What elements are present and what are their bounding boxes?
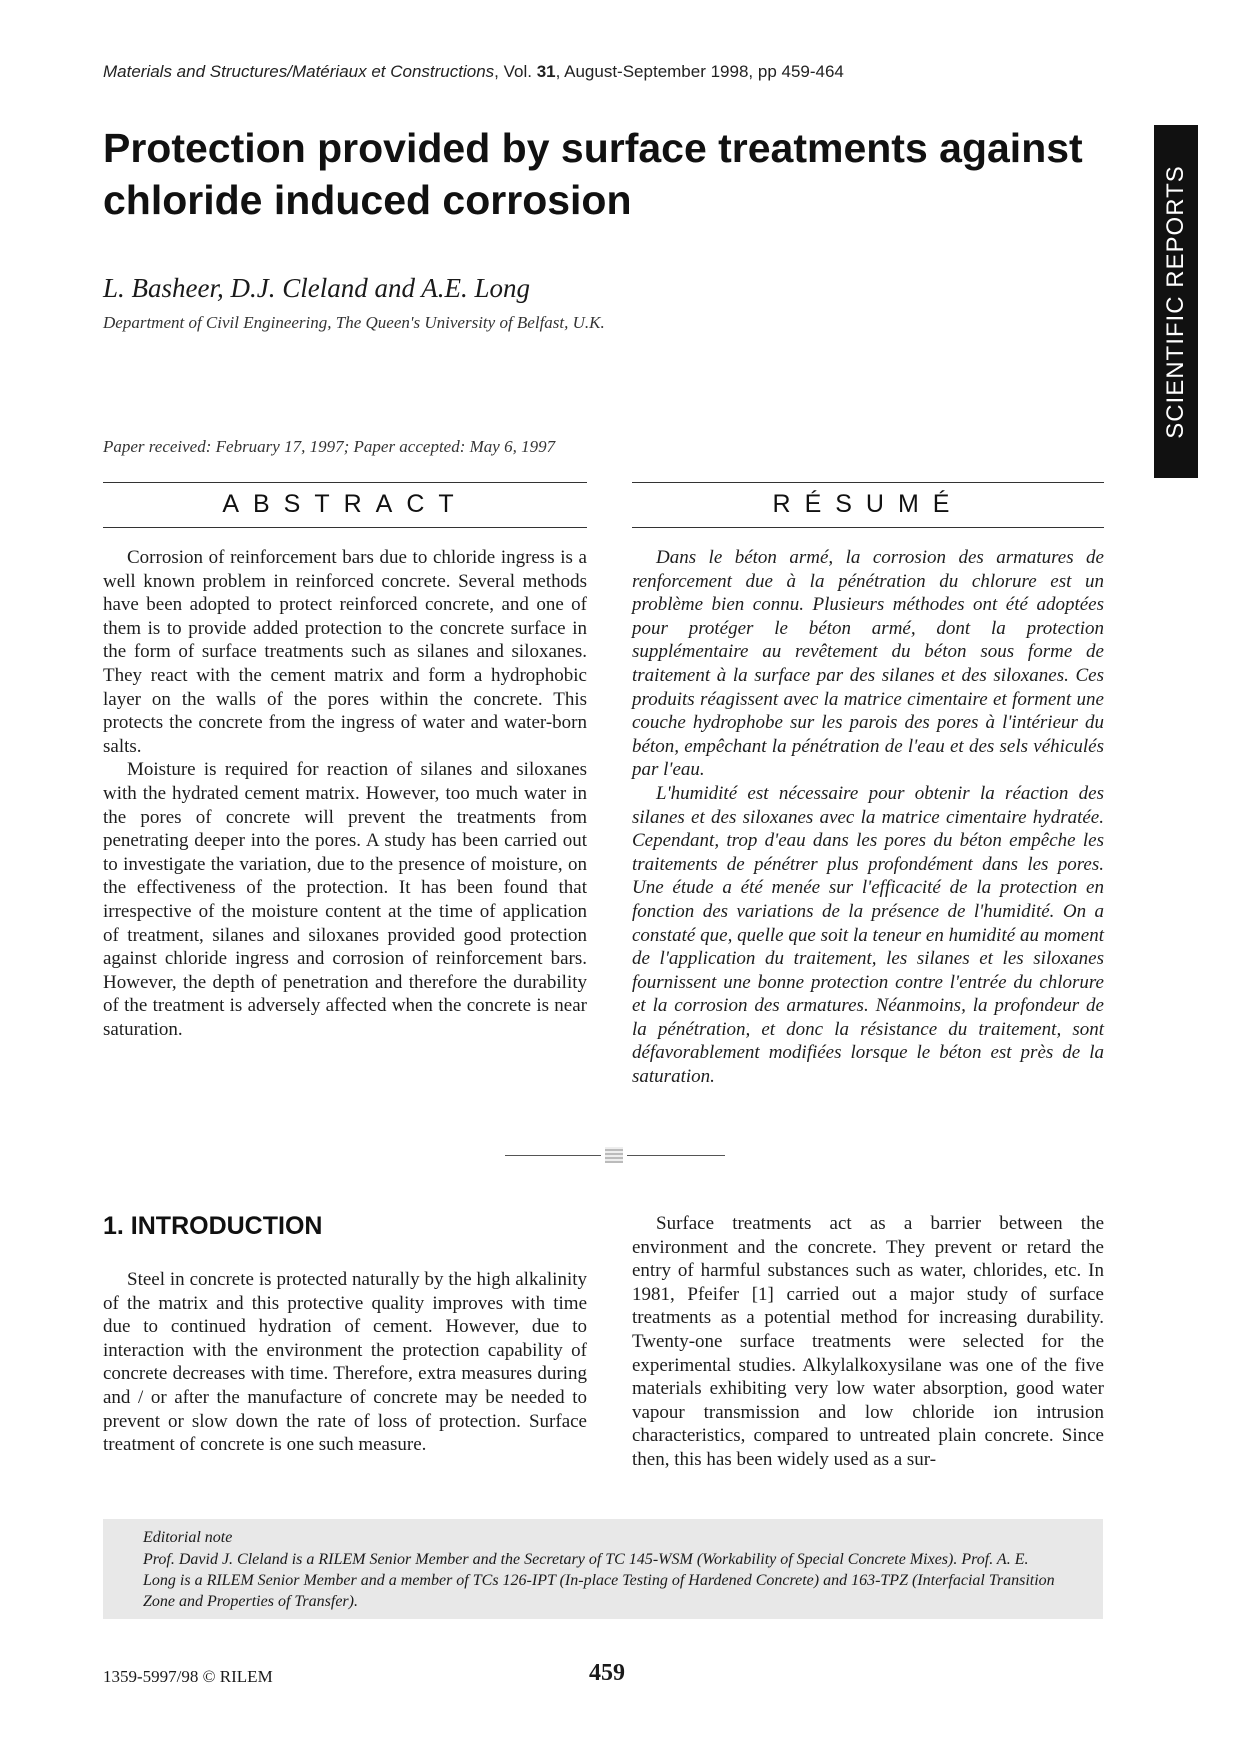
introduction-paragraph-1: Steel in concrete is protected naturally by the high alkalinity of the matrix and this protective quality improves with time due to continued hydration of cement. However, due to interaction with the environment the protection capability of concrete decreases with time. Therefore, extra measures during and / or after the manufacture of concrete may be needed to prevent or slow down the rate of loss of protection. Surface treatment of concrete is one such measure.: [103, 1269, 587, 1456]
resume-paragraph-1: Dans le béton armé, la corrosion des armatures de renforcement due à la pénétration du chlorure est un problème bien connu. Plusieurs méthodes ont été adoptées pour protéger le béton armé, dont la protection supplémentaire au revêtement du béton sous forme de traitement à la surface par des silanes et des siloxanes. Ces produits réagissent avec la matrice cimentaire et forment une couche hydrophobe sur les parois des pores à l'intérieur du béton, empêchant la pénétration de l'eau et des sels véhiculés par l'eau.: [632, 547, 1104, 781]
section-side-tab: [1154, 125, 1198, 478]
abstract-heading: ABSTRACT: [222, 490, 468, 518]
editorial-note-title: Editorial note: [143, 1529, 233, 1546]
paper-title: [103, 122, 1103, 226]
resume-heading: RÉSUMÉ: [772, 490, 964, 518]
volume-number: 31: [536, 62, 556, 81]
issue-pages: , August-September 1998, pp 459-464: [555, 62, 844, 81]
editorial-note-text: Prof. David J. Cleland is a RILEM Senior Member and the Secretary of TC 145-WSM (Workability of Special Concrete Mixes). Prof. A. E. Long is a RILEM Senior Member and a member of TCs 126-IPT (In-place Testing of Hardened Concrete) and 163-TPZ (Interfacial Transition Zone and Properties of Transfer).: [143, 1551, 1055, 1610]
editorial-note: [103, 1519, 1103, 1619]
page-number: 459: [589, 1660, 625, 1686]
affiliation: Department of Civil Engineering, The Queen's University of Belfast, U.K.: [103, 313, 605, 332]
resume-body: [632, 546, 1104, 1089]
authors: L. Basheer, D.J. Cleland and A.E. Long: [103, 273, 530, 303]
resume-rule-top: [632, 482, 1104, 483]
resume-rule-bottom: [632, 527, 1104, 528]
introduction-heading: 1. INTRODUCTION: [103, 1212, 323, 1240]
side-tab-label: SCIENTIFIC REPORTS: [1162, 164, 1189, 439]
volume-prefix: , Vol.: [494, 62, 537, 81]
title-line-1: Protection provided by surface treatments against: [103, 125, 1083, 171]
abstract-body: [103, 546, 587, 1041]
abstract-paragraph-2: Moisture is required for reaction of silanes and siloxanes with the hydrated cement matrix. However, too much water in the pores of concrete will prevent the treatments from penetrating deeper into the pores. A study has been carried out to investigate the variation, due to the presence of moisture, on the effectiveness of the protection. It has been found that irrespective of the moisture content at the time of application of treatment, silanes and siloxanes provided good protection against chloride ingress and corrosion of reinforcement bars. However, the depth of penetration and therefore the durability of the treatment is adversely affected when the concrete is near saturation.: [103, 759, 587, 1040]
section-divider-ornament: [505, 1147, 725, 1163]
issn-code: 1359-5997/98 © RILEM: [103, 1667, 273, 1686]
title-line-2: chloride induced corrosion: [103, 177, 632, 223]
journal-name: Materials and Structures/Matériaux et Constructions: [103, 62, 495, 81]
abstract-rule-top: [103, 482, 587, 483]
journal-header: [103, 62, 1063, 82]
introduction-column-left: [103, 1268, 587, 1457]
received-dates: Paper received: February 17, 1997; Paper accepted: May 6, 1997: [103, 437, 556, 456]
abstract-rule-bottom: [103, 527, 587, 528]
abstract-paragraph-1: Corrosion of reinforcement bars due to chloride ingress is a well known problem in reinforced concrete. Several methods have been adopted to protect reinforced concrete, and one of them is to provide added protection to the concrete surface in the form of surface treatments such as silanes and siloxanes. They react with the cement matrix and form a hydrophobic layer on the walls of the pores within the concrete. This protects the concrete from the ingress of water and water-born salts.: [103, 547, 587, 757]
introduction-column-right: [632, 1212, 1104, 1472]
resume-paragraph-2: L'humidité est nécessaire pour obtenir la réaction des silanes et des siloxanes avec la matrice cimentaire hydratée. Cependant, trop d'eau dans les pores du béton empêche les traitements de pénétrer plus profondément dans les pores. Une étude a été menée sur l'efficacité de la protection en fonction des variations de la présence de l'humidité. On a constaté que, quelle que soit la teneur en humidité au moment de l'application du traitement, les silanes et les siloxanes fournissent une bonne protection contre l'entrée du chlorure et la corrosion des armatures. Néanmoins, la profondeur de la pénétration, et donc la résistance du traitement, sont défavorablement modifiées lorsque le béton est près de la saturation.: [632, 782, 1104, 1088]
introduction-paragraph-2: Surface treatments act as a barrier between the environment and the concrete. They prevent or retard the entry of harmful substances such as water, chlorides, etc. In 1981, Pfeifer [1] carried out a major study of surface treatments as a potential method for increasing durability. Twenty-one surface treatments were selected for the experimental studies. Alkylalkoxysilane was one of the five materials exhibiting very low water absorption, good water vapour transmission and low chloride ion intrusion characteristics, compared to untreated plain concrete. Since then, this has been widely used as a sur-: [632, 1213, 1104, 1470]
